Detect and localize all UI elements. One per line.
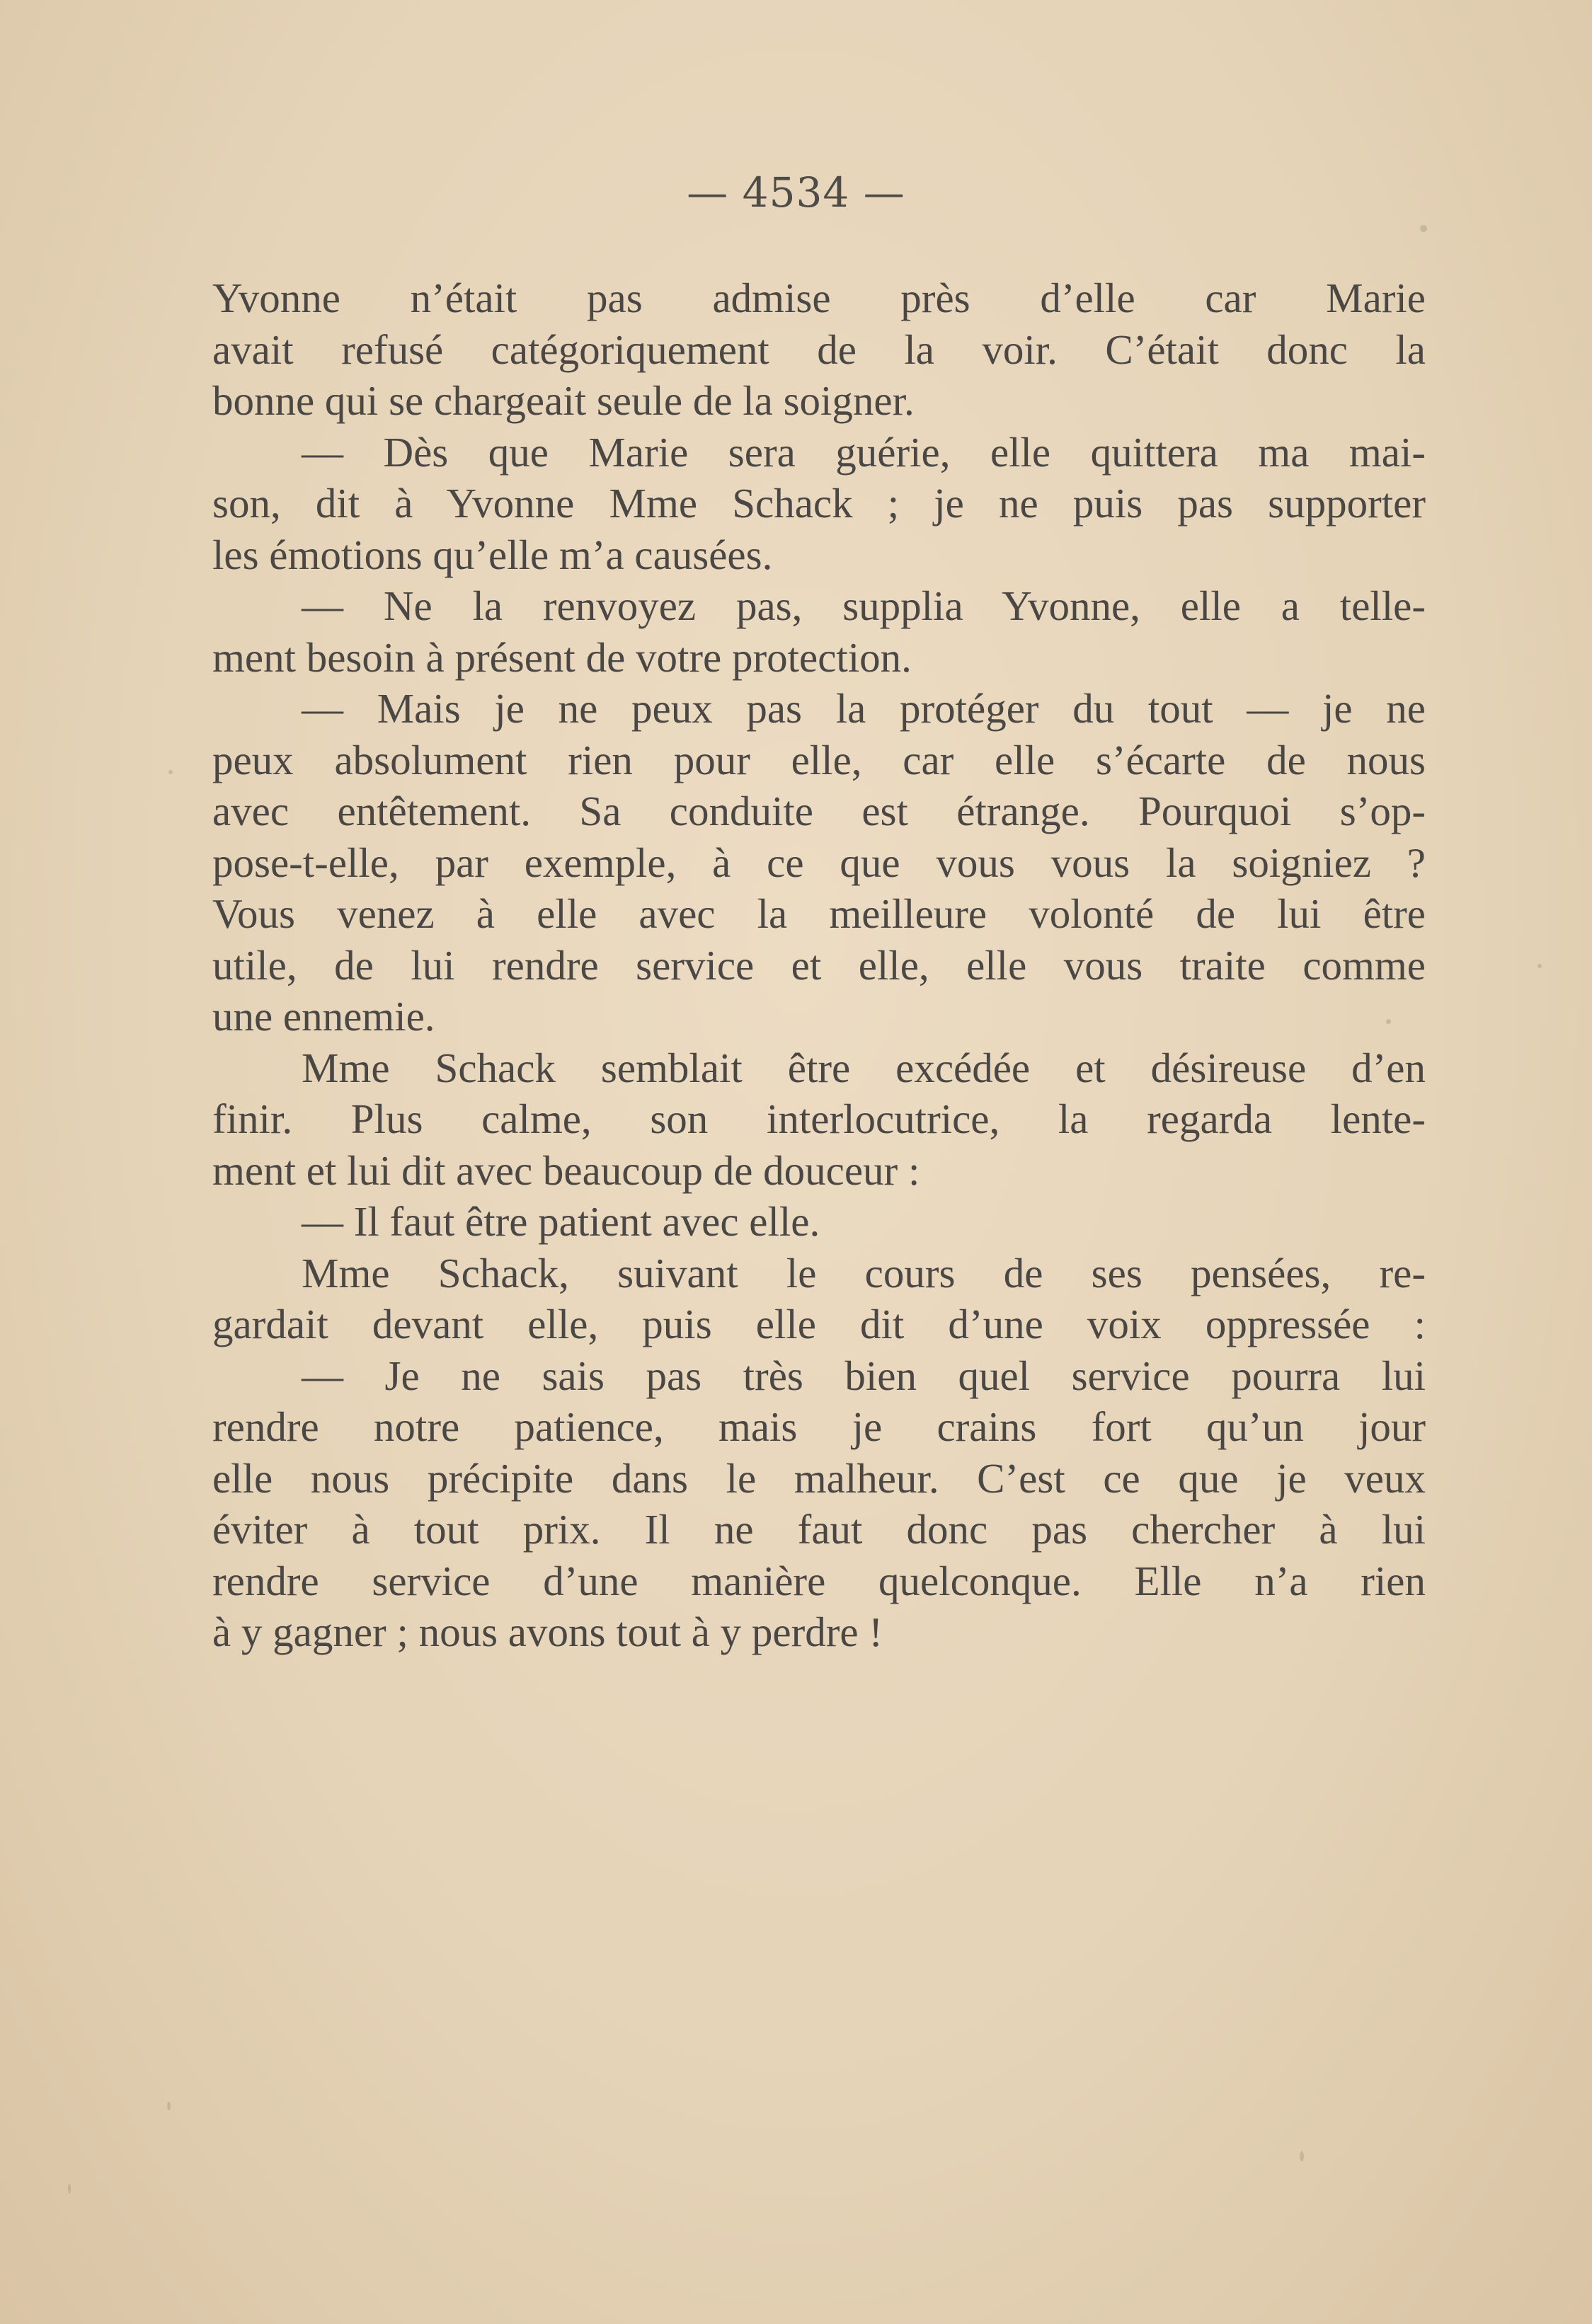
text-line: elle nous précipite dans le malheur. C’est ce que je veux (212, 1454, 1426, 1502)
text-line: avait refusé catégoriquement de la voir. C’était donc la (212, 326, 1426, 373)
text-line: finir. Plus calme, son interlocutrice, la regarda lente- (212, 1095, 1426, 1142)
text-line: avec entêtement. Sa conduite est étrange. Pourquoi s’op- (212, 788, 1426, 834)
text-line: Mme Schack semblait être excédée et désireuse d’en (302, 1044, 1426, 1091)
text-line: — Je ne sais pas très bien quel service pourra lui (302, 1352, 1426, 1399)
text-line: éviter à tout prix. Il ne faut donc pas chercher à lui (212, 1506, 1426, 1553)
paper-speck (1537, 964, 1542, 968)
text-line: une ennemie. (212, 993, 435, 1040)
paper-speck (1420, 225, 1427, 232)
text-line: — Ne la renvoyez pas, supplia Yvonne, elle a telle- (302, 582, 1426, 629)
text-line: rendre service d’une manière quelconque. Elle n’a rien (212, 1557, 1426, 1604)
text-line: bonne qui se chargeait seule de la soigner. (212, 377, 915, 424)
text-line: gardait devant elle, puis elle dit d’une voix oppressée : (212, 1301, 1426, 1347)
paper-speck (1386, 1019, 1391, 1024)
text-line: utile, de lui rendre service et elle, elle vous traite comme (212, 941, 1426, 989)
text-line: — Il faut être patient avec elle. (302, 1198, 820, 1245)
text-line: peux absolument rien pour elle, car elle s’écarte de nous (212, 736, 1426, 783)
text-line: son, dit à Yvonne Mme Schack ; je ne puis pas supporter (212, 480, 1426, 527)
paper-speck (68, 2184, 71, 2194)
paper-speck (167, 2102, 171, 2110)
text-line: Yvonne n’était pas admise près d’elle car Marie (212, 275, 1426, 321)
text-line: — Dès que Marie sera guérie, elle quittera ma mai- (302, 428, 1426, 476)
text-line: Mme Schack, suivant le cours de ses pensées, re- (302, 1249, 1426, 1296)
text-line: Vous venez à elle avec la meilleure volonté de lui être (212, 890, 1426, 937)
text-line: à y gagner ; nous avons tout à y perdre ! (212, 1609, 883, 1655)
text-line: — Mais je ne peux pas la protéger du tout — je ne (302, 685, 1426, 732)
text-line: les émotions qu’elle m’a causées. (212, 531, 773, 578)
text-line: pose-t-elle, par exemple, à ce que vous vous la soigniez ? (212, 839, 1426, 886)
page-number: — 4534 — (687, 168, 905, 217)
text-line: ment et lui dit avec beaucoup de douceur : (212, 1146, 920, 1194)
paper-speck (1300, 2151, 1304, 2161)
paper-speck (168, 770, 173, 774)
body-text (212, 272, 1426, 1658)
text-line: rendre notre patience, mais je crains fort qu’un jour (212, 1403, 1426, 1450)
text-line: ment besoin à présent de votre protection. (212, 633, 912, 681)
